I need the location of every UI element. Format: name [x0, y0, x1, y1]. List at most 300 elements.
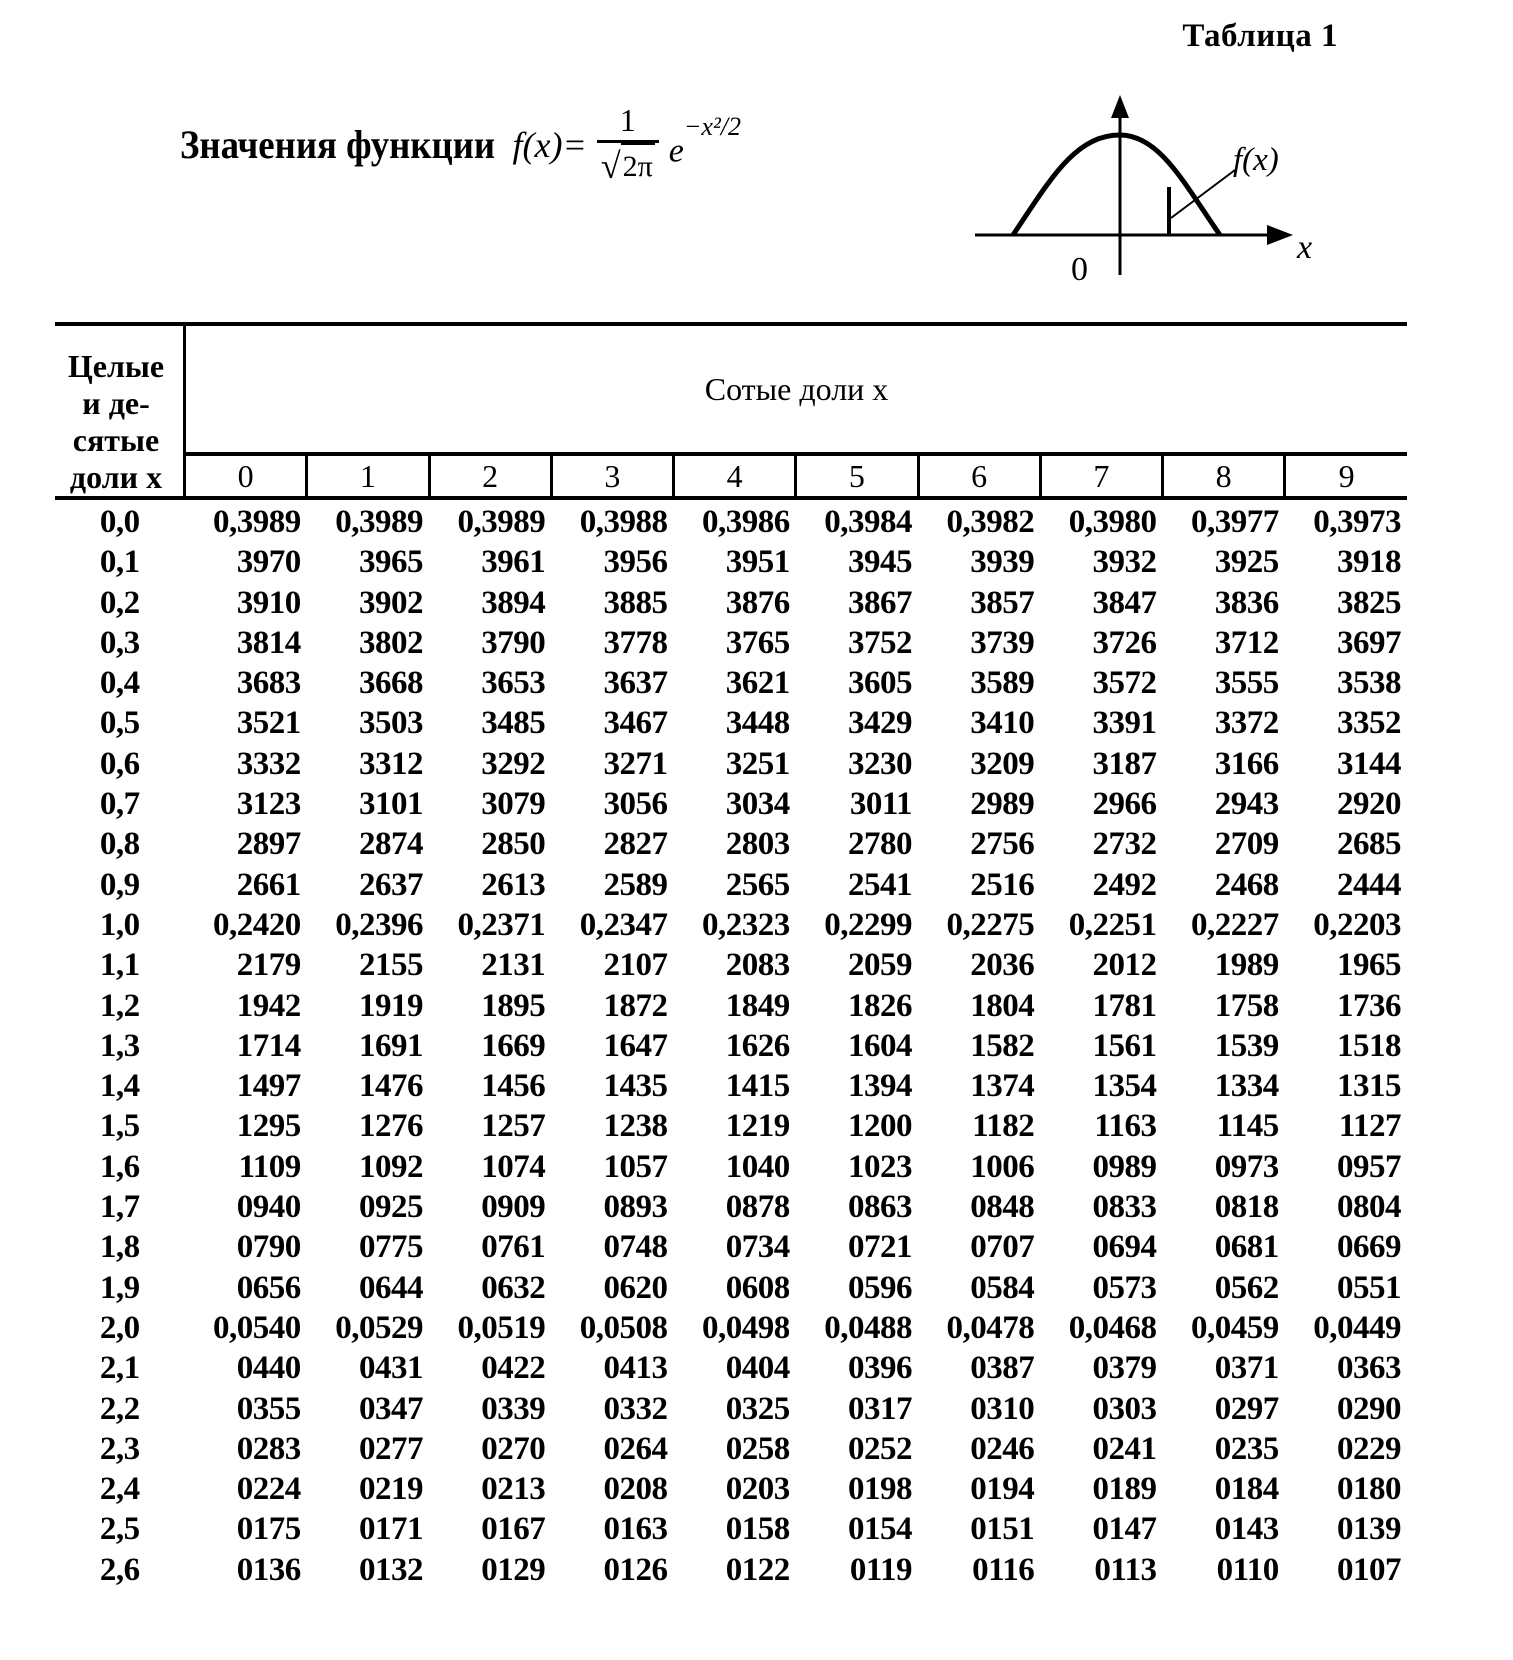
- density-value-cell: 1518: [1337, 1027, 1401, 1064]
- density-value-cell: 1456: [481, 1068, 546, 1105]
- density-value-cell: 0761: [481, 1229, 546, 1266]
- column-header: 1: [307, 454, 429, 498]
- density-value-cell: 0154: [848, 1511, 912, 1548]
- density-value-cell: 2131: [481, 947, 546, 984]
- density-value-cell: 1315: [1337, 1068, 1401, 1105]
- density-value-cell: 2083: [725, 947, 790, 984]
- table-row: [55, 1348, 1407, 1388]
- column-header: 8: [1163, 454, 1285, 498]
- table-row: [55, 1147, 1407, 1187]
- density-value-cell: 0163: [603, 1511, 668, 1548]
- x-value-cell: 0,1: [99, 544, 140, 581]
- x-value-cell: 1,2: [99, 987, 140, 1024]
- density-value-cell: 1872: [603, 987, 668, 1024]
- x-value-cell: 1,0: [99, 906, 140, 943]
- row-header-line: сятые: [72, 422, 160, 458]
- density-value-cell: 0,0519: [457, 1309, 546, 1346]
- table-row: [55, 1106, 1407, 1146]
- density-value-cell: 3352: [1337, 705, 1401, 742]
- density-value-cell: 0235: [1214, 1430, 1279, 1467]
- density-value-cell: 1394: [848, 1068, 912, 1105]
- density-value-cell: 0189: [1092, 1471, 1157, 1508]
- density-value-cell: 0371: [1214, 1350, 1279, 1387]
- density-value-cell: 3956: [603, 544, 668, 581]
- density-value-cell: 3814: [236, 624, 301, 661]
- x-axis-arrow-icon: [1267, 225, 1293, 245]
- x-value-cell: 2,4: [99, 1471, 140, 1508]
- density-value-cell: 3739: [970, 624, 1035, 661]
- x-value-cell: 0,9: [99, 866, 140, 903]
- density-value-cell: 0310: [970, 1390, 1035, 1427]
- density-value-cell: 0404: [725, 1350, 790, 1387]
- density-value-cell: 3166: [1214, 745, 1279, 782]
- density-value-cell: 0,3980: [1068, 504, 1157, 540]
- column-header: 3: [551, 454, 673, 498]
- exp-base: e: [668, 132, 684, 170]
- density-value-cell: 0596: [848, 1269, 912, 1306]
- density-value-cell: 2966: [1092, 786, 1157, 823]
- density-value-cell: 3925: [1214, 544, 1279, 581]
- density-value-cell: 1714: [236, 1027, 301, 1064]
- density-value-cell: 0721: [848, 1229, 912, 1266]
- density-value-cell: 0175: [236, 1511, 301, 1548]
- density-value-cell: 2155: [359, 947, 423, 984]
- density-value-cell: 3312: [359, 745, 423, 782]
- density-value-cell: 0277: [359, 1430, 423, 1467]
- density-value-cell: 3079: [481, 786, 546, 823]
- density-value-cell: 0339: [481, 1390, 546, 1427]
- density-value-cell: 2756: [970, 826, 1035, 863]
- density-value-cell: 1561: [1092, 1027, 1157, 1064]
- density-value-cell: 0551: [1337, 1269, 1401, 1306]
- x-value-cell: 2,0: [99, 1309, 140, 1346]
- density-value-cell: 0694: [1092, 1229, 1157, 1266]
- density-value-cell: 0119: [849, 1551, 912, 1588]
- density-value-cell: 0,3989: [457, 504, 546, 540]
- density-value-cell: 3123: [236, 786, 301, 823]
- density-value-cell: 3697: [1337, 624, 1401, 661]
- density-value-cell: 3332: [236, 745, 301, 782]
- density-value-cell: 0,3989: [213, 504, 301, 540]
- density-value-cell: 1476: [359, 1068, 423, 1105]
- x-value-cell: 2,1: [99, 1350, 140, 1387]
- density-value-cell: 3668: [359, 665, 423, 702]
- density-value-cell: 3621: [725, 665, 790, 702]
- density-value-cell: 0925: [359, 1189, 423, 1226]
- density-value-cell: 3034: [725, 786, 790, 823]
- x-value-cell: 1,1: [99, 947, 140, 984]
- density-value-cell: 3790: [481, 624, 546, 661]
- density-value-cell: 3847: [1092, 584, 1157, 621]
- density-value-cell: 3902: [359, 584, 423, 621]
- density-value-cell: 0413: [603, 1350, 668, 1387]
- density-value-cell: 0,0508: [579, 1309, 668, 1346]
- density-value-cell: 3589: [970, 665, 1035, 702]
- density-value-cell: 0,0449: [1313, 1309, 1401, 1346]
- density-value-cell: 0347: [359, 1390, 423, 1427]
- fraction-denominator: [601, 143, 655, 189]
- density-value-cell: 3918: [1337, 544, 1401, 581]
- density-value-cell: 1006: [970, 1148, 1035, 1185]
- density-value-cell: 1219: [725, 1108, 790, 1145]
- density-value-cell: 3230: [848, 745, 912, 782]
- density-value-cell: 1849: [725, 987, 790, 1024]
- density-value-cell: 0833: [1092, 1189, 1157, 1226]
- density-value-cell: 1647: [603, 1027, 668, 1064]
- density-value-cell: 0632: [481, 1269, 546, 1306]
- density-value-cell: 2685: [1337, 826, 1401, 863]
- density-value-cell: 2637: [359, 866, 423, 903]
- density-value-cell: 0283: [236, 1430, 301, 1467]
- density-value-cell: 0252: [848, 1430, 912, 1467]
- density-value-cell: 3965: [359, 544, 423, 581]
- density-value-cell: 0213: [481, 1471, 546, 1508]
- exp-power: −x²/2: [683, 112, 741, 142]
- density-value-cell: 0818: [1214, 1189, 1279, 1226]
- function-name: f(x)=: [512, 124, 587, 165]
- density-value-cell: 2541: [848, 866, 912, 903]
- density-value-cell: 3538: [1337, 665, 1401, 702]
- density-value-cell: 0669: [1337, 1229, 1401, 1266]
- normal-density-table: [55, 322, 1407, 1590]
- table-row: [55, 905, 1407, 945]
- density-value-cell: 0584: [970, 1269, 1035, 1306]
- density-value-cell: 0790: [236, 1229, 301, 1266]
- table-row: [55, 744, 1407, 784]
- x-value-cell: 1,9: [99, 1269, 140, 1306]
- table-row: [55, 1308, 1407, 1348]
- density-value-cell: 0116: [972, 1551, 1035, 1588]
- density-value-cell: 0203: [725, 1471, 790, 1508]
- density-value-cell: 3503: [359, 705, 423, 742]
- density-value-cell: 2468: [1214, 866, 1279, 903]
- density-value-cell: 0180: [1337, 1471, 1401, 1508]
- density-value-cell: 3251: [725, 745, 790, 782]
- density-value-cell: 0151: [970, 1511, 1035, 1548]
- x-value-cell: 0,5: [99, 705, 140, 742]
- density-value-cell: 2179: [236, 947, 301, 984]
- density-value-cell: 0387: [970, 1350, 1035, 1387]
- x-value-cell: 0,8: [99, 826, 140, 863]
- density-value-cell: 3802: [359, 624, 423, 661]
- column-header-row: [55, 454, 1407, 498]
- table-row: [55, 663, 1407, 703]
- density-value-cell: 1965: [1337, 947, 1401, 984]
- density-value-cell: 0325: [725, 1390, 790, 1427]
- density-value-cell: 1669: [481, 1027, 546, 1064]
- density-value-cell: 0,0459: [1191, 1309, 1279, 1346]
- table-row: [55, 784, 1407, 824]
- density-value-cell: 0219: [359, 1471, 423, 1508]
- density-value-cell: 0431: [359, 1350, 423, 1387]
- density-value-cell: 3101: [359, 786, 423, 823]
- table-row: [55, 1026, 1407, 1066]
- density-value-cell: 0303: [1092, 1390, 1157, 1427]
- density-value-cell: 3867: [848, 584, 912, 621]
- density-value-cell: 2709: [1214, 826, 1279, 863]
- density-value-cell: 3945: [848, 544, 912, 581]
- density-value-cell: 2036: [970, 947, 1035, 984]
- density-value-cell: 0198: [848, 1471, 912, 1508]
- table-body: [55, 498, 1407, 1590]
- density-value-cell: 0,3982: [946, 504, 1035, 540]
- table-row: [55, 498, 1407, 542]
- x-value-cell: 2,6: [99, 1551, 140, 1588]
- density-value-cell: 1626: [725, 1027, 790, 1064]
- density-value-cell: 2661: [236, 866, 301, 903]
- density-value-cell: 0,0478: [946, 1309, 1035, 1346]
- table-row: [55, 583, 1407, 623]
- density-value-cell: 3572: [1092, 665, 1157, 702]
- sqrt-symbol: √: [600, 146, 621, 186]
- density-value-cell: 0989: [1092, 1148, 1157, 1185]
- origin-label: 0: [1071, 251, 1088, 288]
- density-value-cell: 0,3986: [702, 504, 790, 540]
- density-value-cell: 1074: [481, 1148, 546, 1185]
- density-value-cell: 0,2323: [702, 906, 790, 943]
- table-row: [55, 1389, 1407, 1429]
- table-row: [55, 542, 1407, 582]
- density-value-cell: 1257: [481, 1108, 546, 1145]
- density-value-cell: 1435: [603, 1068, 668, 1105]
- density-value-cell: 0270: [481, 1430, 546, 1467]
- density-value-cell: 1497: [236, 1068, 301, 1105]
- density-value-cell: 0246: [970, 1430, 1035, 1467]
- density-value-cell: 0107: [1337, 1551, 1401, 1588]
- curve-label: f(x): [1233, 142, 1279, 178]
- density-value-cell: 0909: [481, 1189, 546, 1226]
- density-value-cell: 0,2299: [824, 906, 912, 943]
- density-value-cell: 2613: [481, 866, 546, 903]
- density-value-cell: 2565: [725, 866, 790, 903]
- density-value-cell: 0734: [725, 1229, 790, 1266]
- density-value-cell: 2780: [848, 826, 912, 863]
- sqrt-radicand: 2π: [621, 143, 655, 189]
- density-value-cell: 0143: [1214, 1511, 1279, 1548]
- density-value-cell: 0,3988: [579, 504, 668, 540]
- density-value-cell: 3271: [603, 745, 668, 782]
- table-row: [55, 1469, 1407, 1509]
- density-value-cell: 0126: [603, 1551, 668, 1588]
- table-row: [55, 1429, 1407, 1469]
- density-value-cell: 0136: [236, 1551, 301, 1588]
- title-text: Значения функции: [180, 122, 496, 167]
- density-value-cell: 0208: [603, 1471, 668, 1508]
- density-value-cell: 0644: [359, 1269, 423, 1306]
- density-value-cell: 0,3973: [1313, 504, 1401, 540]
- density-value-cell: 2492: [1092, 866, 1157, 903]
- density-value-cell: 1354: [1092, 1068, 1157, 1105]
- density-value-cell: 3653: [481, 665, 546, 702]
- table-row: [55, 824, 1407, 864]
- density-value-cell: 2059: [848, 947, 912, 984]
- density-value-cell: 0129: [481, 1551, 546, 1588]
- density-value-cell: 3683: [236, 665, 301, 702]
- density-value-cell: 1109: [238, 1148, 301, 1185]
- density-value-cell: 0748: [603, 1229, 668, 1266]
- density-value-cell: 0804: [1337, 1189, 1401, 1226]
- density-value-cell: 1691: [359, 1027, 423, 1064]
- density-value-cell: 3939: [970, 544, 1035, 581]
- density-value-cell: 3712: [1214, 624, 1279, 661]
- density-value-cell: 0139: [1337, 1511, 1401, 1548]
- density-value-cell: 1127: [1338, 1108, 1401, 1145]
- x-value-cell: 2,3: [99, 1430, 140, 1467]
- density-value-cell: 2732: [1092, 826, 1157, 863]
- x-axis-label: x: [1297, 229, 1313, 266]
- density-value-cell: 0258: [725, 1430, 790, 1467]
- density-value-cell: 3209: [970, 745, 1035, 782]
- density-value-cell: 3825: [1337, 584, 1401, 621]
- density-value-cell: 3555: [1214, 665, 1279, 702]
- density-value-cell: 0110: [1216, 1551, 1279, 1588]
- density-value-cell: 0893: [603, 1189, 668, 1226]
- table-row: [55, 623, 1407, 663]
- x-value-cell: 1,5: [99, 1108, 140, 1145]
- density-value-cell: 2589: [603, 866, 668, 903]
- density-value-cell: 1145: [1216, 1108, 1279, 1145]
- density-value-cell: 1182: [972, 1108, 1035, 1145]
- density-value-cell: 0957: [1337, 1148, 1401, 1185]
- density-value-cell: 3951: [725, 544, 790, 581]
- column-header: 2: [429, 454, 551, 498]
- table-row: [55, 986, 1407, 1026]
- density-value-cell: 2920: [1337, 786, 1401, 823]
- density-value-cell: 0,2420: [213, 906, 301, 943]
- density-value-cell: 3410: [970, 705, 1035, 742]
- density-value-cell: 0363: [1337, 1350, 1401, 1387]
- density-value-cell: 3836: [1214, 584, 1279, 621]
- density-value-cell: 0194: [970, 1471, 1035, 1508]
- density-value-cell: 0,0540: [213, 1309, 301, 1346]
- density-value-cell: 1163: [1094, 1108, 1157, 1145]
- density-value-cell: 3910: [236, 584, 301, 621]
- density-value-cell: 3876: [725, 584, 790, 621]
- density-value-cell: 3752: [848, 624, 912, 661]
- density-value-cell: 1200: [848, 1108, 912, 1145]
- density-value-cell: 0317: [848, 1390, 912, 1427]
- density-value-cell: 2827: [603, 826, 668, 863]
- density-value-cell: 3429: [848, 705, 912, 742]
- density-value-cell: 0171: [359, 1511, 423, 1548]
- density-value-cell: 3637: [603, 665, 668, 702]
- x-value-cell: 0,6: [99, 745, 140, 782]
- x-value-cell: 1,7: [99, 1189, 140, 1226]
- x-value-cell: 0,0: [99, 504, 140, 540]
- x-value-cell: 0,7: [99, 786, 140, 823]
- density-value-cell: 0229: [1337, 1430, 1401, 1467]
- density-value-cell: 3970: [236, 544, 301, 581]
- density-value-cell: 1374: [970, 1068, 1035, 1105]
- density-value-cell: 3144: [1337, 745, 1401, 782]
- density-value-cell: 3605: [848, 665, 912, 702]
- table-row: [55, 1227, 1407, 1267]
- density-value-cell: 1334: [1214, 1068, 1279, 1105]
- density-value-cell: 3765: [725, 624, 790, 661]
- density-value-cell: 0620: [603, 1269, 668, 1306]
- table-row: [55, 1509, 1407, 1549]
- density-value-cell: 0,0529: [335, 1309, 423, 1346]
- table-row: [55, 945, 1407, 985]
- density-value-cell: 0775: [359, 1229, 423, 1266]
- density-value-cell: 1604: [848, 1027, 912, 1064]
- table-row: [55, 703, 1407, 743]
- density-value-cell: 2874: [359, 826, 423, 863]
- density-value-cell: 2943: [1214, 786, 1279, 823]
- density-value-cell: 3778: [603, 624, 668, 661]
- density-value-cell: 0681: [1214, 1229, 1279, 1266]
- density-value-cell: 2850: [481, 826, 546, 863]
- density-value-cell: 0147: [1092, 1511, 1157, 1548]
- density-value-cell: 0332: [603, 1390, 668, 1427]
- normal-curve-diagram: [975, 90, 1335, 290]
- density-value-cell: 2012: [1092, 947, 1157, 984]
- density-value-cell: 1942: [236, 987, 301, 1024]
- density-value-cell: 0973: [1214, 1148, 1279, 1185]
- density-value-cell: 0355: [236, 1390, 301, 1427]
- density-value-cell: 3391: [1092, 705, 1157, 742]
- density-value-cell: 1415: [725, 1068, 790, 1105]
- density-value-cell: 0241: [1092, 1430, 1157, 1467]
- density-value-cell: 3292: [481, 745, 546, 782]
- row-header-line: и де-: [82, 385, 150, 421]
- density-value-cell: 0184: [1214, 1471, 1279, 1508]
- x-value-cell: 1,8: [99, 1229, 140, 1266]
- table-row: [55, 1066, 1407, 1106]
- density-value-cell: 0264: [603, 1430, 668, 1467]
- density-value-cell: 1040: [725, 1148, 790, 1185]
- density-value-cell: 2803: [725, 826, 790, 863]
- density-value-cell: 0848: [970, 1189, 1035, 1226]
- column-header: 9: [1285, 454, 1407, 498]
- density-value-cell: 3011: [849, 786, 912, 823]
- density-value-cell: 3961: [481, 544, 546, 581]
- x-value-cell: 2,2: [99, 1390, 140, 1427]
- row-header: [55, 324, 185, 498]
- density-value-cell: 0297: [1214, 1390, 1279, 1427]
- density-value-cell: 1826: [848, 987, 912, 1024]
- normalizing-fraction: [597, 100, 659, 189]
- table-number-label: Таблица 1: [1182, 18, 1338, 54]
- density-value-cell: 1582: [970, 1027, 1035, 1064]
- density-value-cell: 0122: [725, 1551, 790, 1588]
- density-value-cell: 0,0488: [824, 1309, 912, 1346]
- density-value-cell: 3448: [725, 705, 790, 742]
- density-value-cell: 1539: [1214, 1027, 1279, 1064]
- density-value-cell: 0608: [725, 1269, 790, 1306]
- x-value-cell: 2,5: [99, 1511, 140, 1548]
- density-value-cell: 2444: [1337, 866, 1401, 903]
- hundredths-header: Сотые доли x: [185, 324, 1408, 454]
- density-value-cell: 1919: [359, 987, 423, 1024]
- density-value-cell: 3894: [481, 584, 546, 621]
- row-header-line: доли x: [69, 459, 163, 495]
- density-value-cell: 3857: [970, 584, 1035, 621]
- density-value-cell: 0,3989: [335, 504, 423, 540]
- density-value-cell: 0440: [236, 1350, 301, 1387]
- density-value-cell: 0,2227: [1191, 906, 1279, 943]
- density-value-cell: 0707: [970, 1229, 1035, 1266]
- density-value-cell: 3467: [603, 705, 668, 742]
- density-value-cell: 0656: [236, 1269, 301, 1306]
- density-value-cell: 0113: [1094, 1551, 1157, 1588]
- density-value-cell: 1736: [1337, 987, 1401, 1024]
- x-value-cell: 1,3: [99, 1027, 140, 1064]
- density-value-cell: 3932: [1092, 544, 1157, 581]
- table-row: [55, 1268, 1407, 1308]
- exponential: [668, 112, 741, 170]
- density-value-cell: 0,3977: [1191, 504, 1279, 540]
